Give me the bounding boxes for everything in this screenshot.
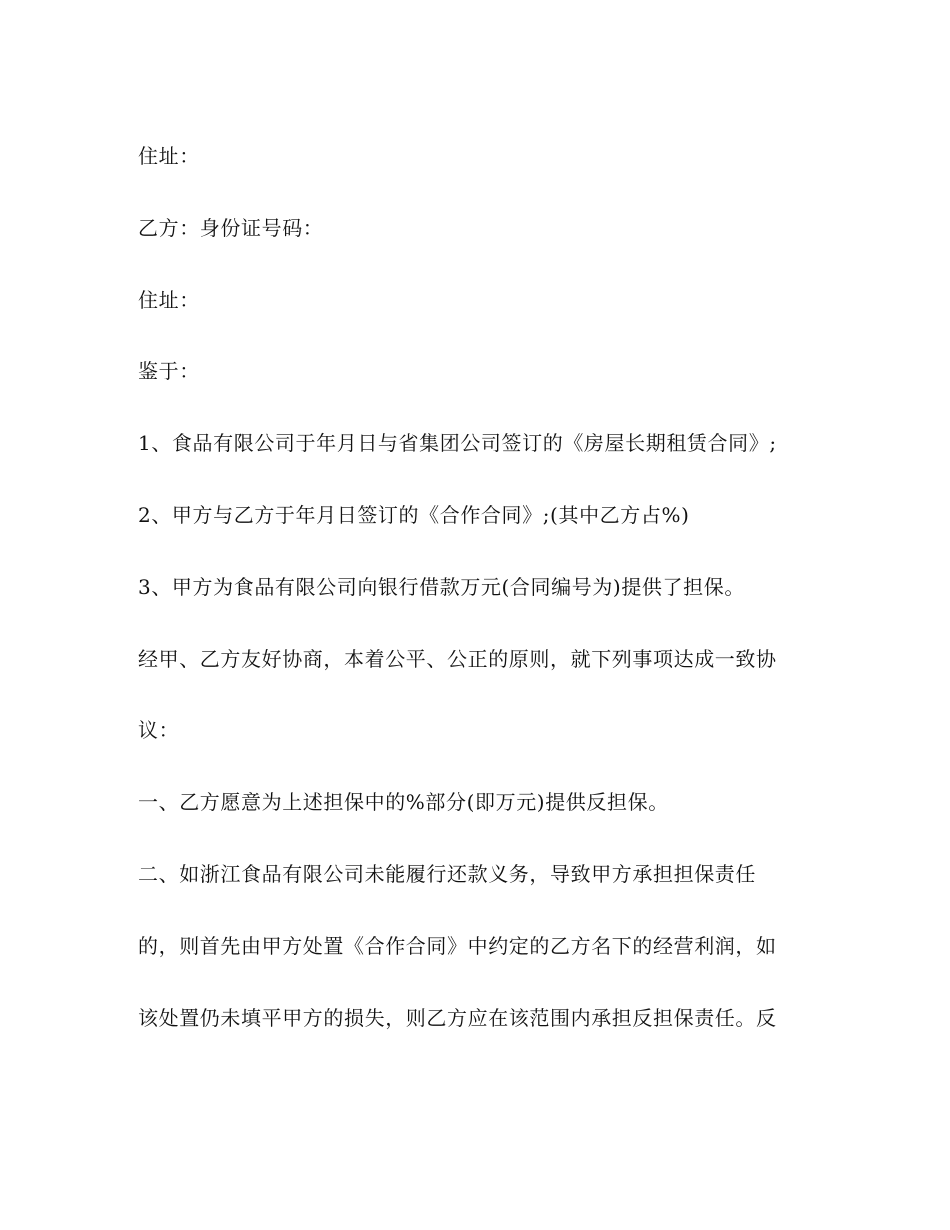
- document-body: [138, 138, 818, 1071]
- text-line-recital-1: 1、食品有限公司于年月日与省集团公司签订的《房屋长期租赁合同》;: [138, 431, 777, 456]
- text-line-whereas: 鉴于：: [138, 359, 200, 384]
- text-line-address-2: 住址：: [138, 287, 200, 312]
- text-line-agreement-intro-cont: 议：: [138, 718, 180, 743]
- text-line-clause-2-cont-2: 该处置仍未填平甲方的损失，则乙方应在该范围内承担反担保责任。反: [138, 1005, 777, 1030]
- text-line-clause-2-cont-1: 的，则首先由甲方处置《合作合同》中约定的乙方名下的经营利润，如: [138, 933, 777, 958]
- text-line-party-b: 乙方：身份证号码：: [138, 215, 324, 240]
- text-line-recital-2: 2、甲方与乙方于年月日签订的《合作合同》;(其中乙方占%): [138, 502, 690, 527]
- text-line-clause-2: 二、如浙江食品有限公司未能履行还款义务，导致甲方承担担保责任: [138, 861, 756, 886]
- text-line-agreement-intro: 经甲、乙方友好协商，本着公平、公正的原则，就下列事项达成一致协: [138, 646, 777, 671]
- text-line-address-1: 住址：: [138, 144, 200, 168]
- text-line-clause-1: 一、乙方愿意为上述担保中的%部分(即万元)提供反担保。: [138, 790, 669, 815]
- text-line-recital-3: 3、甲方为食品有限公司向银行借款万元(合同编号为)提供了担保。: [138, 574, 745, 599]
